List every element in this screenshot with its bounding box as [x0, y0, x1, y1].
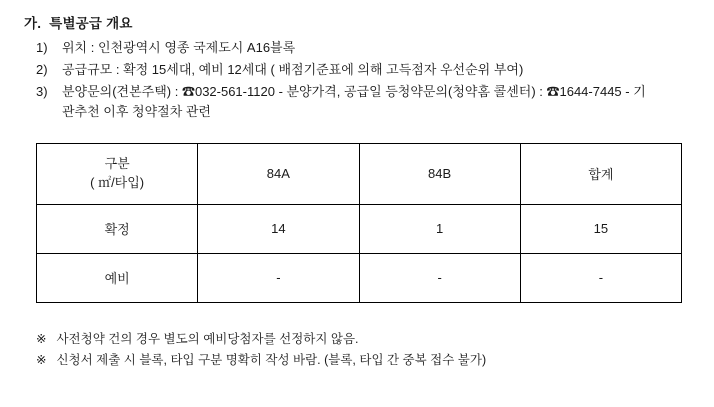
- table-row-label: 확정: [37, 204, 198, 253]
- table-header-cell-84b: 84B: [359, 143, 520, 204]
- table-header-row: [37, 143, 682, 204]
- table-cell: -: [520, 253, 681, 302]
- table-header-cell-84a: 84A: [198, 143, 359, 204]
- table-cell: 1: [359, 204, 520, 253]
- section-heading: [24, 12, 696, 32]
- table-cell: 14: [198, 204, 359, 253]
- footnote-mark-icon: ※: [36, 331, 47, 346]
- table-header-category-line2: ( ㎡/타입): [90, 174, 145, 190]
- footnote-mark-icon: ※: [36, 353, 47, 368]
- list-item-text: 분양문의(견본주택) : ☎032-561-1120 - 분양가격, 공급일 등청약문의(청약홈 콜센터) : ☎1644-7445 - 기관추천 이후 청약절차 관련: [62, 84, 646, 120]
- footnotes: [36, 329, 696, 373]
- footnote: [36, 350, 696, 372]
- table-header-cell-total: 합계: [520, 143, 681, 204]
- table-body: [37, 204, 682, 302]
- list-item: [36, 38, 696, 58]
- list-item: [36, 60, 696, 80]
- heading-title: 특별공급 개요: [49, 16, 133, 31]
- table-row: [37, 253, 682, 302]
- table-row: [37, 204, 682, 253]
- heading-marker: 가.: [24, 16, 42, 31]
- footnote: [36, 329, 696, 351]
- overview-list: [36, 38, 696, 123]
- table-header-category-line1: 구분: [104, 155, 130, 171]
- table-header-cell-category: [37, 143, 198, 204]
- supply-table-container: [36, 143, 682, 303]
- list-item-text: 위치 : 인천광역시 영종 국제도시 A16블록: [62, 40, 296, 55]
- footnote-text: 사전청약 건의 경우 별도의 예비당첨자를 선정하지 않음.: [56, 331, 359, 346]
- table-cell: 15: [520, 204, 681, 253]
- list-item: [36, 82, 696, 122]
- list-item-text: 공급규모 : 확정 15세대, 예비 12세대 ( 배점기준표에 의해 고득점자 우선순위 부여): [62, 62, 524, 78]
- supply-table: [36, 143, 682, 303]
- table-cell: -: [359, 253, 520, 302]
- table-header: [37, 143, 682, 204]
- list-item-number: 3): [36, 84, 48, 100]
- footnote-text: 신청서 제출 시 블록, 타입 구분 명확히 작성 바람. (블록, 타입 간 중복 접수 불가): [56, 353, 487, 368]
- table-cell: -: [198, 253, 359, 302]
- list-item-number: 1): [36, 40, 48, 55]
- table-row-label: 예비: [37, 253, 198, 302]
- list-item-number: 2): [36, 62, 48, 78]
